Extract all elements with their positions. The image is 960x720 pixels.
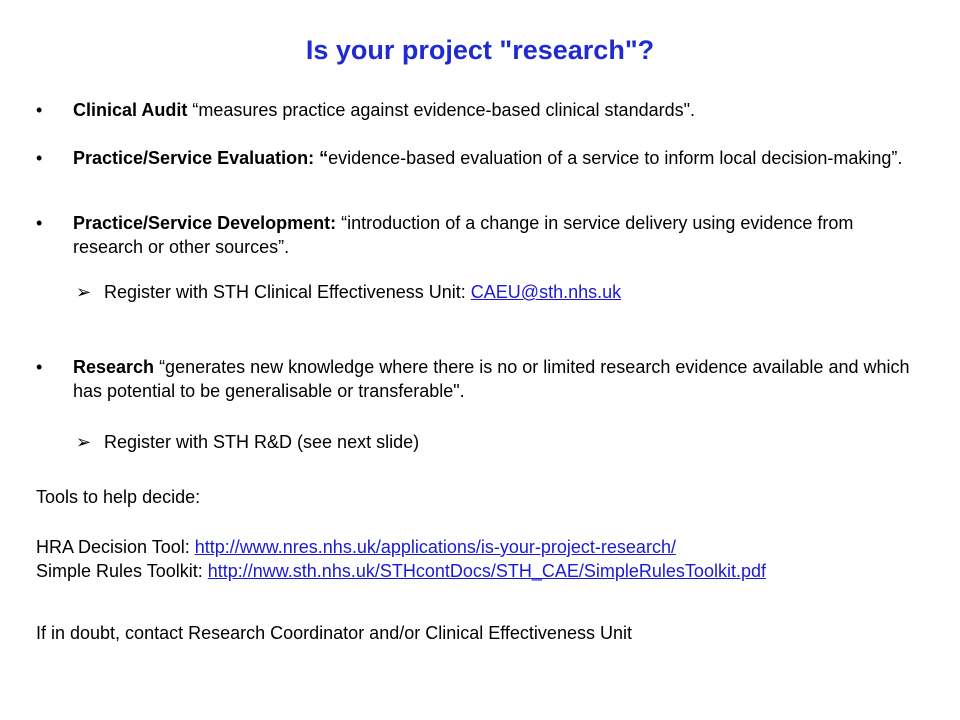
tools-heading: Tools to help decide: xyxy=(36,487,201,507)
bullet-research xyxy=(36,355,916,403)
bullet-dot: • xyxy=(36,357,43,377)
bullet-label: Practice/Service Development: xyxy=(73,213,337,233)
tool-simple-rules xyxy=(36,559,766,583)
register-caeu-item xyxy=(76,280,621,304)
slide-title: Is your project "research"? xyxy=(305,35,655,65)
register-rd-item xyxy=(76,430,419,454)
hra-decision-tool-link[interactable]: http://www.nres.nhs.uk/applications/is-your-project-research/ xyxy=(194,537,676,557)
tool-hra xyxy=(36,535,676,559)
register-rd-text: Register with STH R&D (see next slide) xyxy=(104,432,420,452)
bullet-label: Practice/Service Evaluation: “ xyxy=(73,148,329,168)
bullet-service-development xyxy=(36,211,916,259)
bullet-body: “generates new knowledge where there is no or limited research evidence available and which has potential to be generalisable or transferable". xyxy=(73,357,910,401)
bullet-label: Research xyxy=(73,357,155,377)
tool-label: Simple Rules Toolkit: xyxy=(36,561,208,581)
bullet-body: “measures practice against evidence-based clinical standards". xyxy=(187,100,695,120)
bullet-label: Clinical Audit xyxy=(73,100,188,120)
arrow-bullet-icon: ➢ xyxy=(76,432,92,452)
bullet-body: evidence-based evaluation of a service to inform local decision-making”. xyxy=(328,148,903,168)
bullet-body: “introduction of a change in service delivery using evidence from research or other sources”. xyxy=(73,213,854,257)
simple-rules-toolkit-link[interactable]: http://nww.sth.nhs.uk/STHcontDocs/STH_CAE/SimpleRulesToolkit.pdf xyxy=(207,561,766,581)
bullet-text xyxy=(73,355,916,403)
bullet-dot: • xyxy=(36,213,43,233)
bullet-service-evaluation xyxy=(36,146,916,170)
bullet-text xyxy=(73,98,916,122)
tool-label: HRA Decision Tool: xyxy=(36,537,195,557)
bullet-dot: • xyxy=(36,100,43,120)
register-caeu-text: Register with STH Clinical Effectiveness Unit: xyxy=(104,282,471,302)
caeu-email-link[interactable]: CAEU@sth.nhs.uk xyxy=(470,282,622,302)
bullet-text xyxy=(73,211,916,259)
bullet-dot: • xyxy=(36,148,43,168)
contact-note: If in doubt, contact Research Coordinator and/or Clinical Effectiveness Unit xyxy=(36,623,632,643)
arrow-bullet-icon: ➢ xyxy=(76,282,92,302)
bullet-text xyxy=(73,146,916,170)
bullet-clinical-audit xyxy=(36,98,916,122)
